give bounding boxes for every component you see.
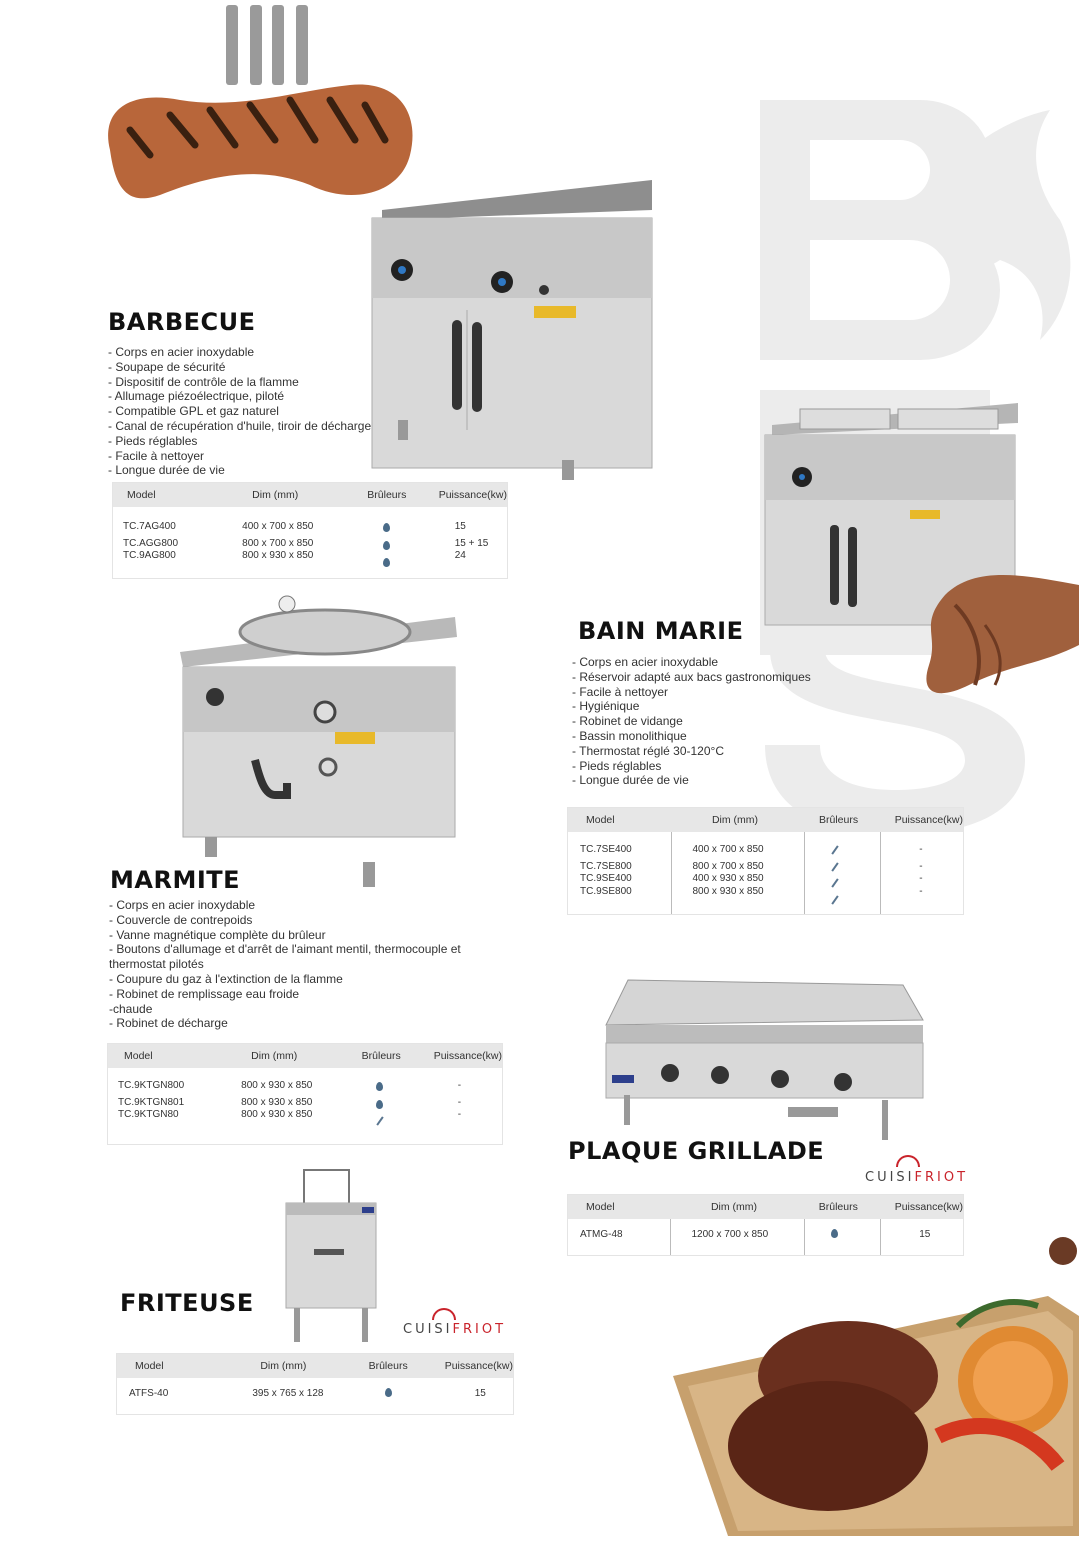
power-value: - [919,873,923,884]
feature-item: - Pieds réglables [572,758,662,773]
dim-value: 400 x 700 x 850 [242,521,314,532]
feature-item: - Compatible GPL et gaz naturel [108,404,279,419]
power-value: - [457,1109,462,1120]
friteuse-title: FRITEUSE [120,1289,254,1317]
burner-cell [805,832,881,914]
feature-item: - Soupape de sécurité [108,359,226,374]
dim-value: 800 x 930 x 850 [242,550,314,561]
barbecue-features [108,345,371,478]
power-value: 24 [454,550,466,561]
power-cell: 15 [474,1388,486,1399]
header-dim: Dim (mm) [211,1044,348,1068]
table-row [108,1068,502,1144]
brand-part2: FRIOT [914,1170,969,1185]
power-cell: 15 [881,1219,963,1255]
bain-marie-spec-table [568,808,963,914]
feature-item: - Bassin monolithique [572,728,687,743]
electric-icon [832,862,839,871]
header-dim: Dim (mm) [671,1195,805,1219]
cuisifriot-swirl-icon [896,1155,920,1167]
table-header-row [108,1044,502,1068]
header-burners: Brûleurs [355,1354,431,1378]
header-power: Puissance(kw) [881,1195,963,1219]
header-model: Model [568,808,672,832]
burner-cell [355,1378,431,1414]
power-cell [425,507,507,578]
feature-item: - Robinet de décharge [109,1016,228,1031]
table-header-row [568,1195,963,1219]
model-cell: ATMG-48 [580,1229,623,1240]
dim-value: 800 x 700 x 850 [242,537,314,549]
feature-item: - Canal de récupération d'huile, tiroir de décharge [108,418,372,433]
barbecue-title: BARBECUE [108,308,256,336]
dim-cell [672,832,805,914]
header-burners: Brûleurs [805,1195,881,1219]
model-value: TC.9KTGN801 [118,1096,185,1108]
marmite-title: MARMITE [110,866,241,894]
marmite-machine-image [175,592,465,890]
feature-item: - Coupure du gaz à l'extinction de la flamme [109,971,343,986]
electric-icon [376,1116,383,1125]
feature-item: - Corps en acier inoxydable [108,345,255,359]
chocolate-image [925,555,1079,725]
dim-value: 800 x 930 x 850 [241,1080,313,1091]
sausage-image [100,0,420,210]
model-cell: ATFS-40 [129,1388,169,1399]
steak-board-image [668,1236,1079,1536]
dim-value: 800 x 930 x 850 [241,1109,313,1120]
feature-item: -chaude [109,1001,153,1016]
electric-icon [832,845,839,854]
model-cell [568,832,672,914]
gas-drop-icon [376,1100,383,1109]
barbecue-spec-table [113,483,507,578]
power-value: 15 [454,521,466,532]
header-dim: Dim (mm) [672,808,805,832]
feature-item: - Vanne magnétique complète du brûleur [109,927,326,942]
feature-item: - Dispositif de contrôle de la flamme [108,374,299,389]
power-value: - [457,1096,462,1108]
header-power: Puissance(kw) [431,1354,513,1378]
model-value: TC.9SE400 [580,873,632,884]
cuisifriot-swirl-icon [432,1308,456,1320]
header-power: Puissance(kw) [881,808,963,832]
feature-item: thermostat pilotés [109,957,204,972]
header-burners: Brûleurs [348,1044,420,1068]
dim-value: 800 x 700 x 850 [692,860,764,872]
table-header-row [113,483,507,507]
marmite-spec-table [108,1044,502,1144]
gas-drop-icon [383,541,390,550]
feature-item: - Robinet de vidange [572,714,683,729]
gas-drop-icon [383,558,390,567]
model-value: TC.9KTGN80 [118,1109,179,1120]
power-value: - [457,1080,462,1091]
feature-item: - Boutons d'allumage et d'arrêt de l'aimant mentil, thermocouple et [109,942,461,957]
header-power: Puissance(kw) [420,1044,502,1068]
model-value: TC.9SE800 [580,885,632,897]
dim-value: 400 x 700 x 850 [692,844,764,855]
header-power: Puissance(kw) [425,483,507,507]
table-row [113,507,507,578]
burner-cell [353,507,424,578]
power-value: - [919,860,923,872]
gas-drop-icon [376,1082,383,1091]
brand-part1: CUISI [403,1322,453,1337]
feature-item: - Longue durée de vie [572,773,689,788]
header-dim: Dim (mm) [212,483,353,507]
header-burners: Brûleurs [805,808,881,832]
brand-part1: CUISI [865,1170,915,1185]
header-model: Model [568,1195,671,1219]
header-model: Model [108,1044,211,1068]
model-value: TC.7SE800 [580,860,632,872]
model-value: TC.7SE400 [580,844,632,855]
table-header-row [117,1354,513,1378]
feature-item: - Facile à nettoyer [108,448,205,463]
model-cell [113,507,212,578]
brand-part2: FRIOT [452,1322,507,1337]
header-dim: Dim (mm) [220,1354,354,1378]
model-value: TC.9AG800 [123,550,176,561]
bain-marie-features [572,655,811,788]
electric-icon [832,878,839,887]
power-value: - [919,885,923,897]
feature-item: - Corps en acier inoxydable [572,655,719,669]
dim-value: 800 x 930 x 850 [241,1096,313,1108]
table-header-row [568,808,963,832]
friteuse-machine-image [284,1165,379,1345]
marmite-features [109,898,461,1031]
model-value: TC.7AG400 [123,521,176,532]
barbecue-machine-image [362,180,662,480]
gas-drop-icon [385,1388,392,1397]
model-value: TC.9KTGN800 [118,1080,185,1091]
feature-item: - Thermostat réglé 30-120°C [572,743,724,758]
gas-drop-icon [383,523,390,532]
feature-item: - Allumage piézoélectrique, piloté [108,389,285,404]
model-value: TC.AGG800 [123,537,179,549]
feature-item: - Pieds réglables [108,433,198,448]
table-row [568,832,963,914]
dim-cell [211,1068,348,1144]
dim-value: 400 x 930 x 850 [692,873,764,884]
power-value: 15 + 15 [454,537,489,549]
dim-cell: 395 x 765 x 128 [252,1388,324,1399]
feature-item: - Couvercle de contrepoids [109,912,253,927]
model-cell [108,1068,211,1144]
power-cell [881,832,963,914]
plaque-grillade-title: PLAQUE GRILLADE [568,1137,825,1165]
plaque-grillade-image [598,975,928,1145]
electric-icon [832,895,839,904]
feature-item: - Corps en acier inoxydable [109,898,256,912]
feature-item: - Facile à nettoyer [572,684,669,699]
dim-cell: 1200 x 700 x 850 [671,1219,805,1255]
feature-item: - Réservoir adapté aux bacs gastronomiques [572,669,811,684]
dim-cell [212,507,353,578]
power-cell [420,1068,502,1144]
header-model: Model [117,1354,220,1378]
friteuse-spec-table [117,1354,513,1414]
table-row [117,1378,513,1414]
bain-marie-title: BAIN MARIE [578,617,744,645]
cuisifriot-logo [865,1170,968,1185]
power-value: - [919,844,923,855]
feature-item: - Hygiénique [572,699,640,714]
feature-item: - Longue durée de vie [108,463,225,478]
cuisifriot-logo [403,1322,506,1337]
dim-value: 800 x 930 x 850 [692,885,764,897]
burner-cell [348,1068,420,1144]
header-model: Model [113,483,212,507]
header-burners: Brûleurs [353,483,424,507]
feature-item: - Robinet de remplissage eau froide [109,986,300,1001]
